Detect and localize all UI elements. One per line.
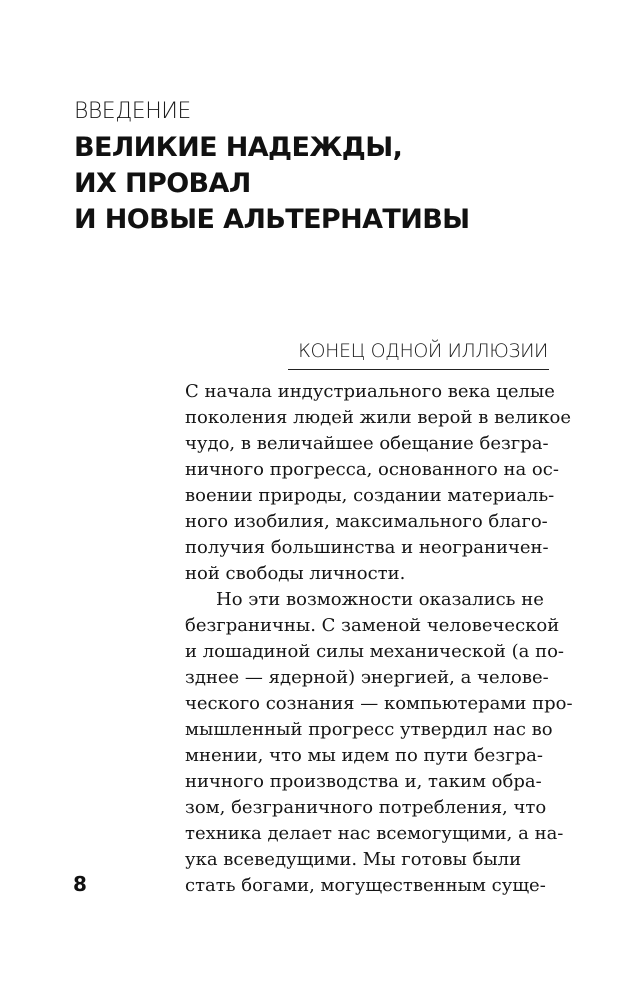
text-line: Но эти возможности оказались не (216, 589, 544, 610)
text-line: зднее — ядерной) энергией, а челове- (185, 667, 549, 688)
text-line: ничного производства и, таким обра- (185, 771, 542, 792)
text-line: мышленный прогресс утвердил нас во (185, 719, 553, 740)
text-line: получия большинства и неограничен- (185, 537, 549, 558)
chapter-title-line: ИХ ПРОВАЛ (74, 168, 251, 199)
text-line: воении природы, создании материаль- (185, 485, 555, 506)
text-line: мнении, что мы идем по пути безгра- (185, 745, 543, 766)
chapter-title-line: И НОВЫЕ АЛЬТЕРНАТИВЫ (74, 204, 470, 235)
page-number: 8 (73, 872, 87, 896)
subheading: КОНЕЦ ОДНОЙ ИЛЛЮЗИИ (298, 340, 548, 362)
text-line: ческого сознания — компьютерами про- (185, 693, 573, 714)
body-text (185, 379, 573, 899)
text-line: ного изобилия, максимального благо- (185, 511, 548, 532)
text-line: ной свободы личности. (185, 563, 406, 584)
subheading-rule (288, 369, 549, 370)
text-line: стать богами, могущественным суще- (185, 875, 546, 896)
text-line: С начала индустриального века целые (185, 381, 555, 402)
text-line: ука всеведущими. Мы готовы были (185, 849, 522, 870)
chapter-title (74, 130, 470, 238)
text-line: техника делает нас всемогущими, а на- (185, 823, 564, 844)
text-line: поколения людей жили верой в великое (185, 407, 572, 428)
text-line: зом, безграничного потребления, что (185, 797, 547, 818)
text-line: и лошадиной силы механической (а по- (185, 641, 565, 662)
section-label: ВВЕДЕНИЕ (74, 99, 191, 124)
chapter-title-line: ВЕЛИКИЕ НАДЕЖДЫ, (74, 132, 403, 163)
text-line: ничного прогресса, основанного на ос- (185, 459, 559, 480)
text-line: чудо, в величайшее обещание безгра- (185, 433, 549, 454)
text-line: безграничны. С заменой человеческой (185, 615, 560, 636)
